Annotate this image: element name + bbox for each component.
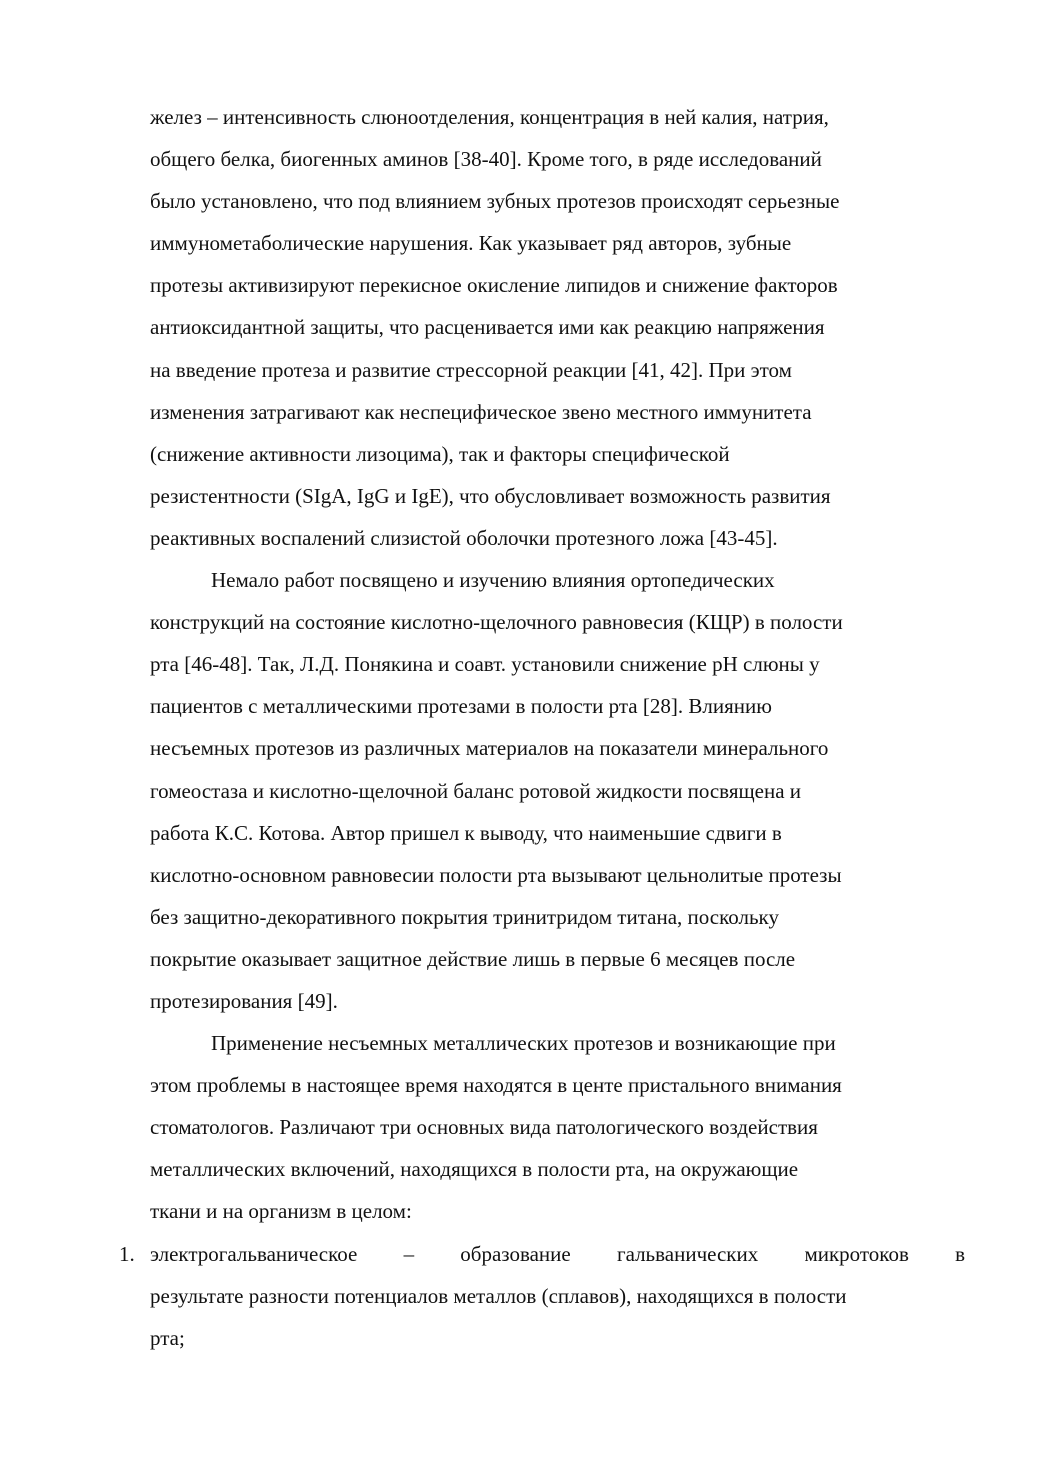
text-line: желез – интенсивность слюноотделения, концентрация в ней калия, натрия, [150,105,829,129]
text-line: Немало работ посвящено и изучению влияния ортопедических [211,568,775,593]
text-line: общего белка, биогенных аминов [38-40]. Кроме того, в ряде исследований [150,147,822,172]
paragraph [150,96,970,559]
text-line: Применение несъемных металлических протезов и возникающие при [211,1031,836,1056]
text-line: протезы активизируют перекисное окисление липидов и снижение факторов [150,273,838,298]
text-line: пациентов с металлическими протезами в полости рта [28]. Влиянию [150,694,772,719]
body-text [119,96,970,1359]
list-item [119,1233,970,1359]
word: в [955,1241,965,1266]
text-line: было установлено, что под влиянием зубных протезов происходят серьезные [150,189,840,214]
text-line: иммунометаболические нарушения. Как указывает ряд авторов, зубные [150,231,792,256]
text-line: реактивных воспалений слизистой оболочки протезного ложа [43-45]. [150,525,778,550]
word: гальванических [616,1241,759,1266]
text-line: рта; [150,1325,185,1350]
text-line: металлических включений, находящихся в полости рта, на окружающие [150,1157,799,1182]
word: электрогальваническое [150,1241,358,1266]
word: микротоков [804,1241,909,1266]
text-line-justified [150,1233,965,1275]
text-line: покрытие оказывает защитное действие лишь в первые 6 месяцев после [150,946,796,971]
word: образование [460,1241,571,1266]
text-line: конструкций на состояние кислотно-щелочного равновесия (КЩР) в полости [150,610,843,635]
text-line: резистентности (SIgA, IgG и IgE), что обусловливает возможность развития [150,483,831,508]
text-line: работа К.С. Котова. Автор пришел к выводу, что наименьшие сдвиги в [150,820,782,845]
text-line: кислотно-основном равновесии полости рта вызывают цельнолитые протезы [150,862,842,887]
text-line: антиоксидантной защиты, что расценивается ими как реакцию напряжения [150,315,825,340]
text-line: этом проблемы в настоящее время находятся в центе пристального внимания [150,1073,842,1098]
paragraph [150,1022,970,1232]
text-line: гомеостаза и кислотно-щелочной баланс ротовой жидкости посвящена и [150,778,802,803]
word: – [403,1241,415,1266]
text-line: протезирования [49]. [150,988,338,1013]
text-line: без защитно-декоративного покрытия тринитридом титана, поскольку [150,904,779,929]
text-line: изменения затрагивают как неспецифическое звено местного иммунитета [150,399,812,424]
list-number: 1. [119,1241,135,1266]
text-line: ткани и на организм в целом: [150,1199,412,1224]
text-line: стоматологов. Различают три основных вида патологического воздействия [150,1115,818,1140]
text-line: несъемных протезов из различных материалов на показатели минерального [150,736,829,761]
text-line: рта [46-48]. Так, Л.Д. Понякина и соавт. установили снижение pH слюны у [150,652,820,677]
text-line: (снижение активности лизоцима), так и факторы специфической [150,441,730,466]
text-line: на введение протеза и развитие стрессорной реакции [41, 42]. При этом [150,357,792,382]
paragraph [150,559,970,1022]
text-line: результате разности потенциалов металлов (сплавов), находящихся в полости [150,1283,847,1308]
